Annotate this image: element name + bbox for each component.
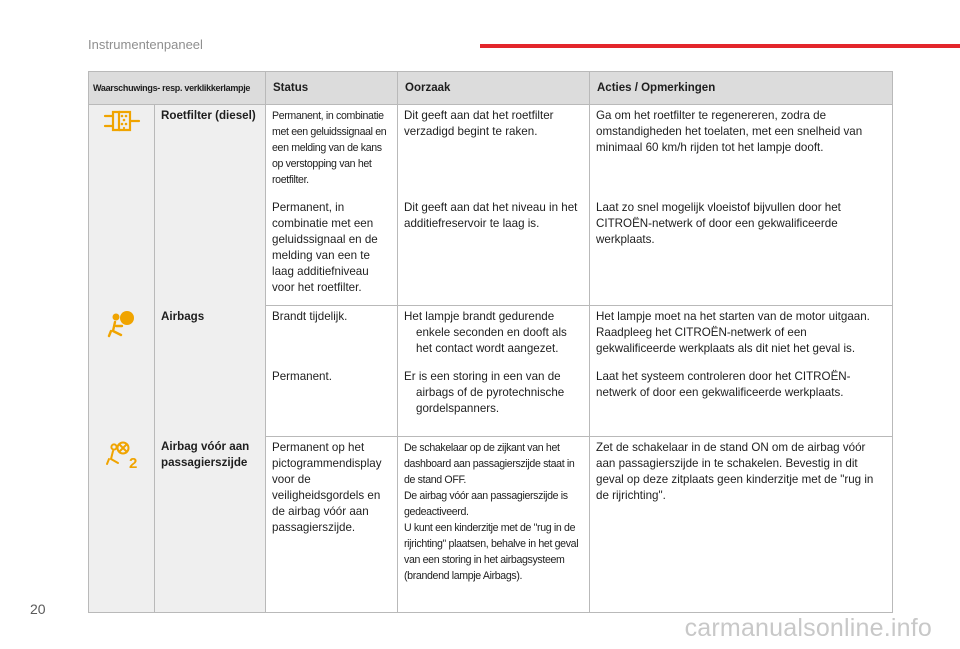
status-cell: Permanent, in combinatie met een geluidssignaal en de melding van een te laag additiefniveau voor het roetfilter. bbox=[266, 197, 398, 306]
status-cell: Brandt tijdelijk. bbox=[266, 306, 398, 367]
column-header-status: Status bbox=[266, 72, 398, 105]
status-cell: Permanent, in combinatie met een geluidssignaal en een melding van de kans op verstopping van het roetfilter. bbox=[266, 105, 398, 198]
airbag-icon bbox=[95, 309, 148, 339]
watermark: carmanualsonline.info bbox=[684, 614, 932, 642]
table-row bbox=[89, 306, 893, 367]
passenger-airbag-off-icon bbox=[95, 439, 148, 471]
lamp-icon-cell bbox=[89, 105, 155, 306]
column-header-lamp: Waarschuwings- resp. verklikkerlampje bbox=[89, 72, 266, 105]
svg-text:2: 2 bbox=[128, 455, 137, 471]
lamp-name: Airbag vóór aan passagierszijde bbox=[155, 436, 266, 612]
section-title: Instrumentenpaneel bbox=[88, 37, 203, 52]
column-header-cause: Oorzaak bbox=[398, 72, 590, 105]
cause-cell: Het lampje brandt gedurende enkele seconden en dooft als het contact wordt aangezet. bbox=[398, 306, 590, 367]
column-header-actions: Acties / Opmerkingen bbox=[590, 72, 893, 105]
table-row bbox=[89, 436, 893, 612]
status-cell: Permanent. bbox=[266, 366, 398, 436]
actions-cell: Ga om het roetfilter te regenereren, zodra de omstandigheden het toelaten, met een snelheid van minimaal 60 km/h rijden tot het lampje dooft. bbox=[590, 105, 893, 198]
cause-cell: Dit geeft aan dat het roetfilter verzadigd begint te raken. bbox=[398, 105, 590, 198]
actions-cell: Zet de schakelaar in de stand ON om de airbag vóór aan passagierszijde in te schakelen. Bevestig in dit geval op deze zitplaats geen kinderzitje met de "rug in de rijrichting". bbox=[590, 436, 893, 612]
cause-cell: De schakelaar op de zijkant van het dashboard aan passagierszijde staat in de stand OFF. De airbag vóór aan passagierszijde is gedeactiveerd. U kunt een kinderzitje met de "rug in de rijrichting" plaatsen, behalve in het geval van een storing in het airbagsysteem (brandend lampje Airbags). bbox=[398, 436, 590, 612]
lamp-name: Airbags bbox=[155, 306, 266, 437]
lamp-icon-cell bbox=[89, 306, 155, 437]
actions-cell: Het lampje moet na het starten van de motor uitgaan. Raadpleeg het CITROËN-netwerk of een gekwalificeerde werkplaats als dit niet het geval is. bbox=[590, 306, 893, 367]
cause-cell: Dit geeft aan dat het niveau in het additiefreservoir te laag is. bbox=[398, 197, 590, 306]
status-cell: Permanent op het pictogrammendisplay voor de veiligheidsgordels en de airbag vóór aan passagierszijde. bbox=[266, 436, 398, 612]
actions-cell: Laat het systeem controleren door het CITROËN-netwerk of door een gekwalificeerde werkplaats. bbox=[590, 366, 893, 436]
warning-lamps-table bbox=[88, 71, 893, 613]
table-row bbox=[89, 105, 893, 198]
table-header-row bbox=[89, 72, 893, 105]
particle-filter-icon bbox=[95, 108, 148, 134]
lamp-icon-cell bbox=[89, 436, 155, 612]
accent-bar bbox=[480, 44, 960, 48]
actions-cell: Laat zo snel mogelijk vloeistof bijvullen door het CITROËN-netwerk of door een gekwalificeerde werkplaats. bbox=[590, 197, 893, 306]
lamp-name: Roetfilter (diesel) bbox=[155, 105, 266, 306]
cause-cell: Er is een storing in een van de airbags of de pyrotechnische gordelspanners. bbox=[398, 366, 590, 436]
page-number: 20 bbox=[30, 601, 46, 617]
